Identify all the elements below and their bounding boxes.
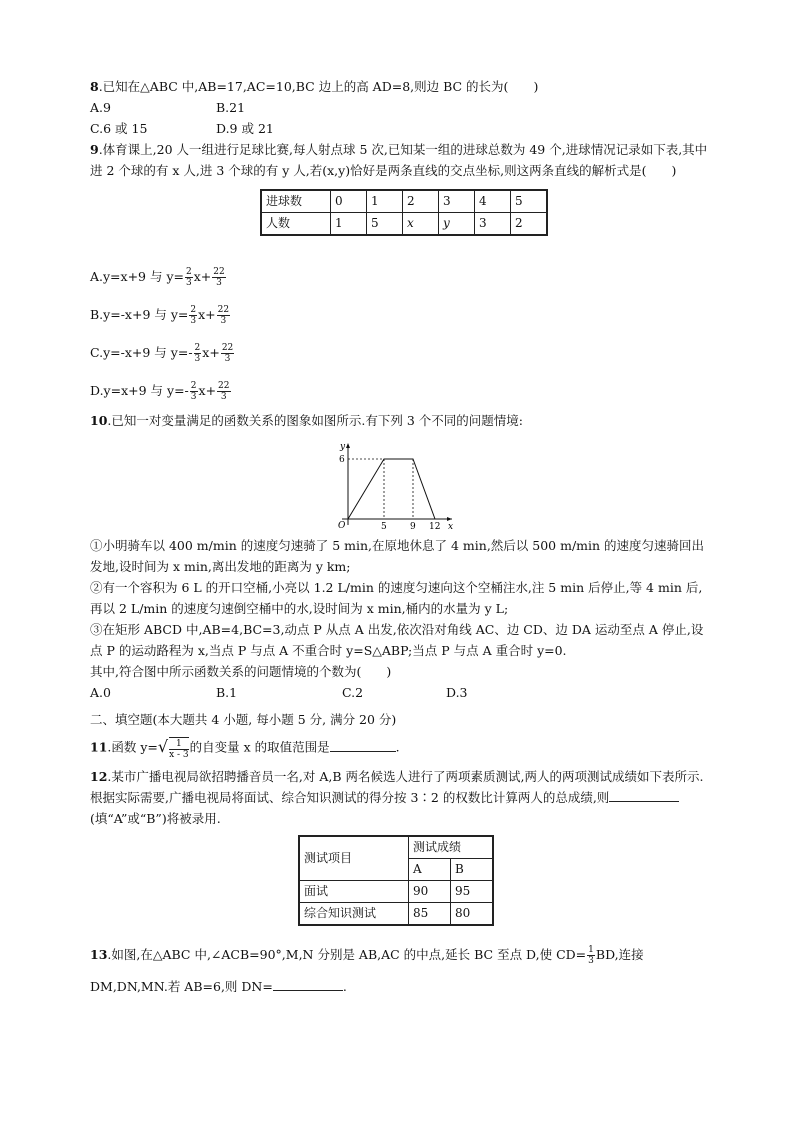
table-cell: 3	[475, 213, 511, 236]
y-tick-label: 6	[339, 455, 345, 465]
question-stem: BD,连接	[595, 947, 644, 962]
option-text: D.y=x+9 与 y=	[90, 383, 185, 398]
fraction	[217, 305, 230, 326]
option-text: B.y=-x+9 与 y=	[90, 307, 189, 322]
option-text: C.y=-x+9 与 y=	[90, 345, 189, 360]
question-13	[90, 944, 710, 997]
x-tick-label: 9	[410, 522, 416, 529]
denominator: 3	[190, 392, 197, 402]
option-c: C.2	[342, 685, 364, 700]
numerator: 22	[213, 267, 225, 277]
table-row	[261, 213, 547, 236]
y-axis-arrow	[346, 443, 350, 448]
table-header: B	[451, 859, 494, 881]
question-number: 10	[90, 413, 108, 428]
denominator: x - 3	[169, 750, 189, 760]
table-cell: 面试	[299, 881, 409, 903]
table-row	[299, 836, 493, 859]
section-heading: 二、填空题(本大题共 4 小题, 每小题 5 分, 满分 20 分)	[90, 712, 397, 727]
question-11	[90, 736, 710, 760]
denominator: 3	[190, 316, 197, 326]
table-cell: 0	[331, 190, 367, 213]
option-a: A.0	[90, 685, 111, 700]
question-stem: .已知在△ABC 中,AB=17,AC=10,BC 边上的高 AD=8,则边 BC 的长为( )	[98, 79, 539, 94]
origin-label: O	[338, 521, 346, 529]
numerator: 22	[218, 381, 230, 391]
option-sign: -	[184, 383, 189, 398]
scenario-2: ②有一个容积为 6 L 的开口空桶,小亮以 1.2 L/min 的速度匀速向这个空桶注水,注 5 min 后停止,等 4 min 后,再以 2 L/min 的速度匀速倒空桶中的水,设时间为 x min,桶内的水量为 y L;	[90, 580, 703, 616]
fraction	[217, 381, 230, 402]
table-cell: 2	[511, 213, 548, 236]
option-b: B.1	[216, 685, 238, 700]
fraction	[587, 945, 595, 966]
question-number: 8	[90, 79, 99, 94]
question-stem: .体育课上,20 人一组进行足球比赛,每人射点球 5 次,已知某一组的进球总数为 49 个,进球情况记录如下表,其中进 2 个球的有 x 人,进 3 个球的有 y 人,若(x,y)恰好是两条直线的交点坐标,则这两条直线的解析式是( )	[90, 142, 708, 178]
question-number: 12	[90, 769, 108, 784]
table-cell: 综合知识测试	[299, 903, 409, 926]
option-sign: -	[188, 345, 193, 360]
fraction	[212, 267, 225, 288]
option-d	[90, 380, 710, 402]
option-a: A.9	[90, 100, 111, 115]
answer-blank[interactable]	[609, 787, 679, 802]
table-cell: 5	[511, 190, 548, 213]
table-cell: y	[439, 213, 475, 236]
question-prompt: 其中,符合图中所示函数关系的问题情境的个数为( )	[90, 664, 392, 679]
table-header: 测试成绩	[409, 836, 494, 859]
goals-table	[260, 189, 548, 236]
option-d: D.9 或 21	[216, 121, 274, 136]
table-header: A	[409, 859, 451, 881]
option-c: C.6 或 15	[90, 121, 148, 136]
numerator: 22	[217, 305, 230, 315]
table-cell: 95	[451, 881, 494, 903]
fraction	[190, 381, 198, 402]
question-text: .函数 y=	[107, 739, 158, 755]
table-row	[261, 190, 547, 213]
x-axis-arrow	[447, 517, 452, 521]
table-cell: 80	[451, 903, 494, 926]
scores-table	[298, 835, 494, 926]
table-cell: 3	[439, 190, 475, 213]
denominator: 3	[220, 392, 227, 402]
function-graph	[326, 439, 456, 529]
option-a	[90, 266, 710, 288]
question-stem: (填“A”或“B”)将被录用.	[90, 811, 221, 826]
graph-line	[348, 459, 435, 519]
option-b: B.21	[216, 100, 246, 115]
table-cell: 1	[367, 190, 403, 213]
fraction	[221, 343, 234, 364]
question-stem: .某市广播电视局欲招聘播音员一名,对 A,B 两名候选人进行了两项素质测试,两人的两项测试成绩如下表所示.根据实际需要,广播电视局将面试、综合知识测试的得分按 3∶2 的权数比计算两人的总成绩,则	[90, 769, 704, 805]
denominator: 3	[588, 956, 594, 966]
denominator: 3	[194, 354, 201, 364]
numerator: 2	[186, 267, 192, 277]
denominator: 3	[224, 354, 231, 364]
fraction	[169, 737, 189, 760]
question-9	[90, 139, 710, 402]
question-stem: .如图,在△ABC 中,∠ACB=90°,M,N 分别是 AB,AC 的中点,延长 BC 至点 D,使 CD=	[107, 947, 587, 962]
table-cell: 2	[403, 190, 439, 213]
y-axis-label: y	[340, 442, 346, 452]
question-text: .	[395, 739, 400, 755]
option-text: A.y=x+9 与 y=	[90, 269, 184, 284]
question-12	[90, 766, 710, 926]
fraction	[185, 267, 193, 288]
numerator: 1	[169, 739, 189, 750]
question-number: 9	[90, 142, 99, 157]
option-text: x+	[193, 269, 212, 284]
x-axis-label: x	[448, 522, 454, 529]
question-8	[90, 76, 710, 139]
table-cell: 5	[367, 213, 403, 236]
table-cell: 人数	[261, 213, 331, 236]
table-cell: x	[403, 213, 439, 236]
x-tick-label: 5	[381, 522, 387, 529]
x-tick-label: 12	[429, 522, 441, 529]
denominator: 3	[220, 316, 227, 326]
fraction	[194, 343, 202, 364]
table-header: 测试项目	[299, 836, 409, 881]
numerator: 22	[221, 343, 234, 353]
table-row	[299, 881, 493, 903]
scenario-3: ③在矩形 ABCD 中,AB=4,BC=3,动点 P 从点 A 出发,依次沿对角线 AC、边 CD、边 DA 运动至点 A 停止,设点 P 的运动路程为 x,当点 P 与点 A 不重合时 y=S△ABP;当点 P 与点 A 重合时 y=0.	[90, 622, 704, 658]
exam-page	[90, 76, 710, 997]
table-cell: 1	[331, 213, 367, 236]
numerator: 2	[190, 305, 197, 315]
numerator: 2	[190, 381, 197, 391]
table-row	[299, 903, 493, 926]
question-text: 的自变量 x 的取值范围是	[189, 739, 330, 755]
denominator: 3	[186, 278, 192, 288]
numerator: 1	[588, 945, 594, 955]
denominator: 3	[216, 278, 222, 288]
question-number: 11	[90, 739, 108, 755]
answer-blank[interactable]	[273, 976, 343, 991]
option-text: x+	[198, 307, 216, 322]
options	[90, 682, 710, 703]
scenario-1: ①小明骑车以 400 m/min 的速度匀速骑了 5 min,在原地休息了 4 min,然后以 500 m/min 的速度匀速骑回出发地,设时间为 x min,离出发地的距离为 y km;	[90, 538, 705, 574]
answer-blank[interactable]	[330, 737, 396, 752]
option-text: x+	[198, 383, 217, 398]
fraction	[189, 305, 197, 326]
option-d: D.3	[446, 685, 468, 700]
options	[90, 97, 710, 139]
table-cell: 85	[409, 903, 451, 926]
question-stem: DM,DN,MN.若 AB=6,则 DN=	[90, 979, 273, 994]
question-stem: .	[342, 979, 347, 994]
table-cell: 进球数	[261, 190, 331, 213]
table-cell: 4	[475, 190, 511, 213]
table-cell: 90	[409, 881, 451, 903]
option-text: x+	[202, 345, 220, 360]
question-number: 13	[90, 947, 108, 962]
option-c	[90, 342, 710, 364]
sqrt-expression: √ $\frac{1}{x - 3}$	[157, 737, 189, 760]
question-stem: .已知一对变量满足的函数关系的图象如图所示.有下列 3 个不同的问题情境:	[107, 413, 523, 428]
option-b	[90, 304, 710, 326]
numerator: 2	[194, 343, 201, 353]
question-10	[90, 410, 710, 703]
